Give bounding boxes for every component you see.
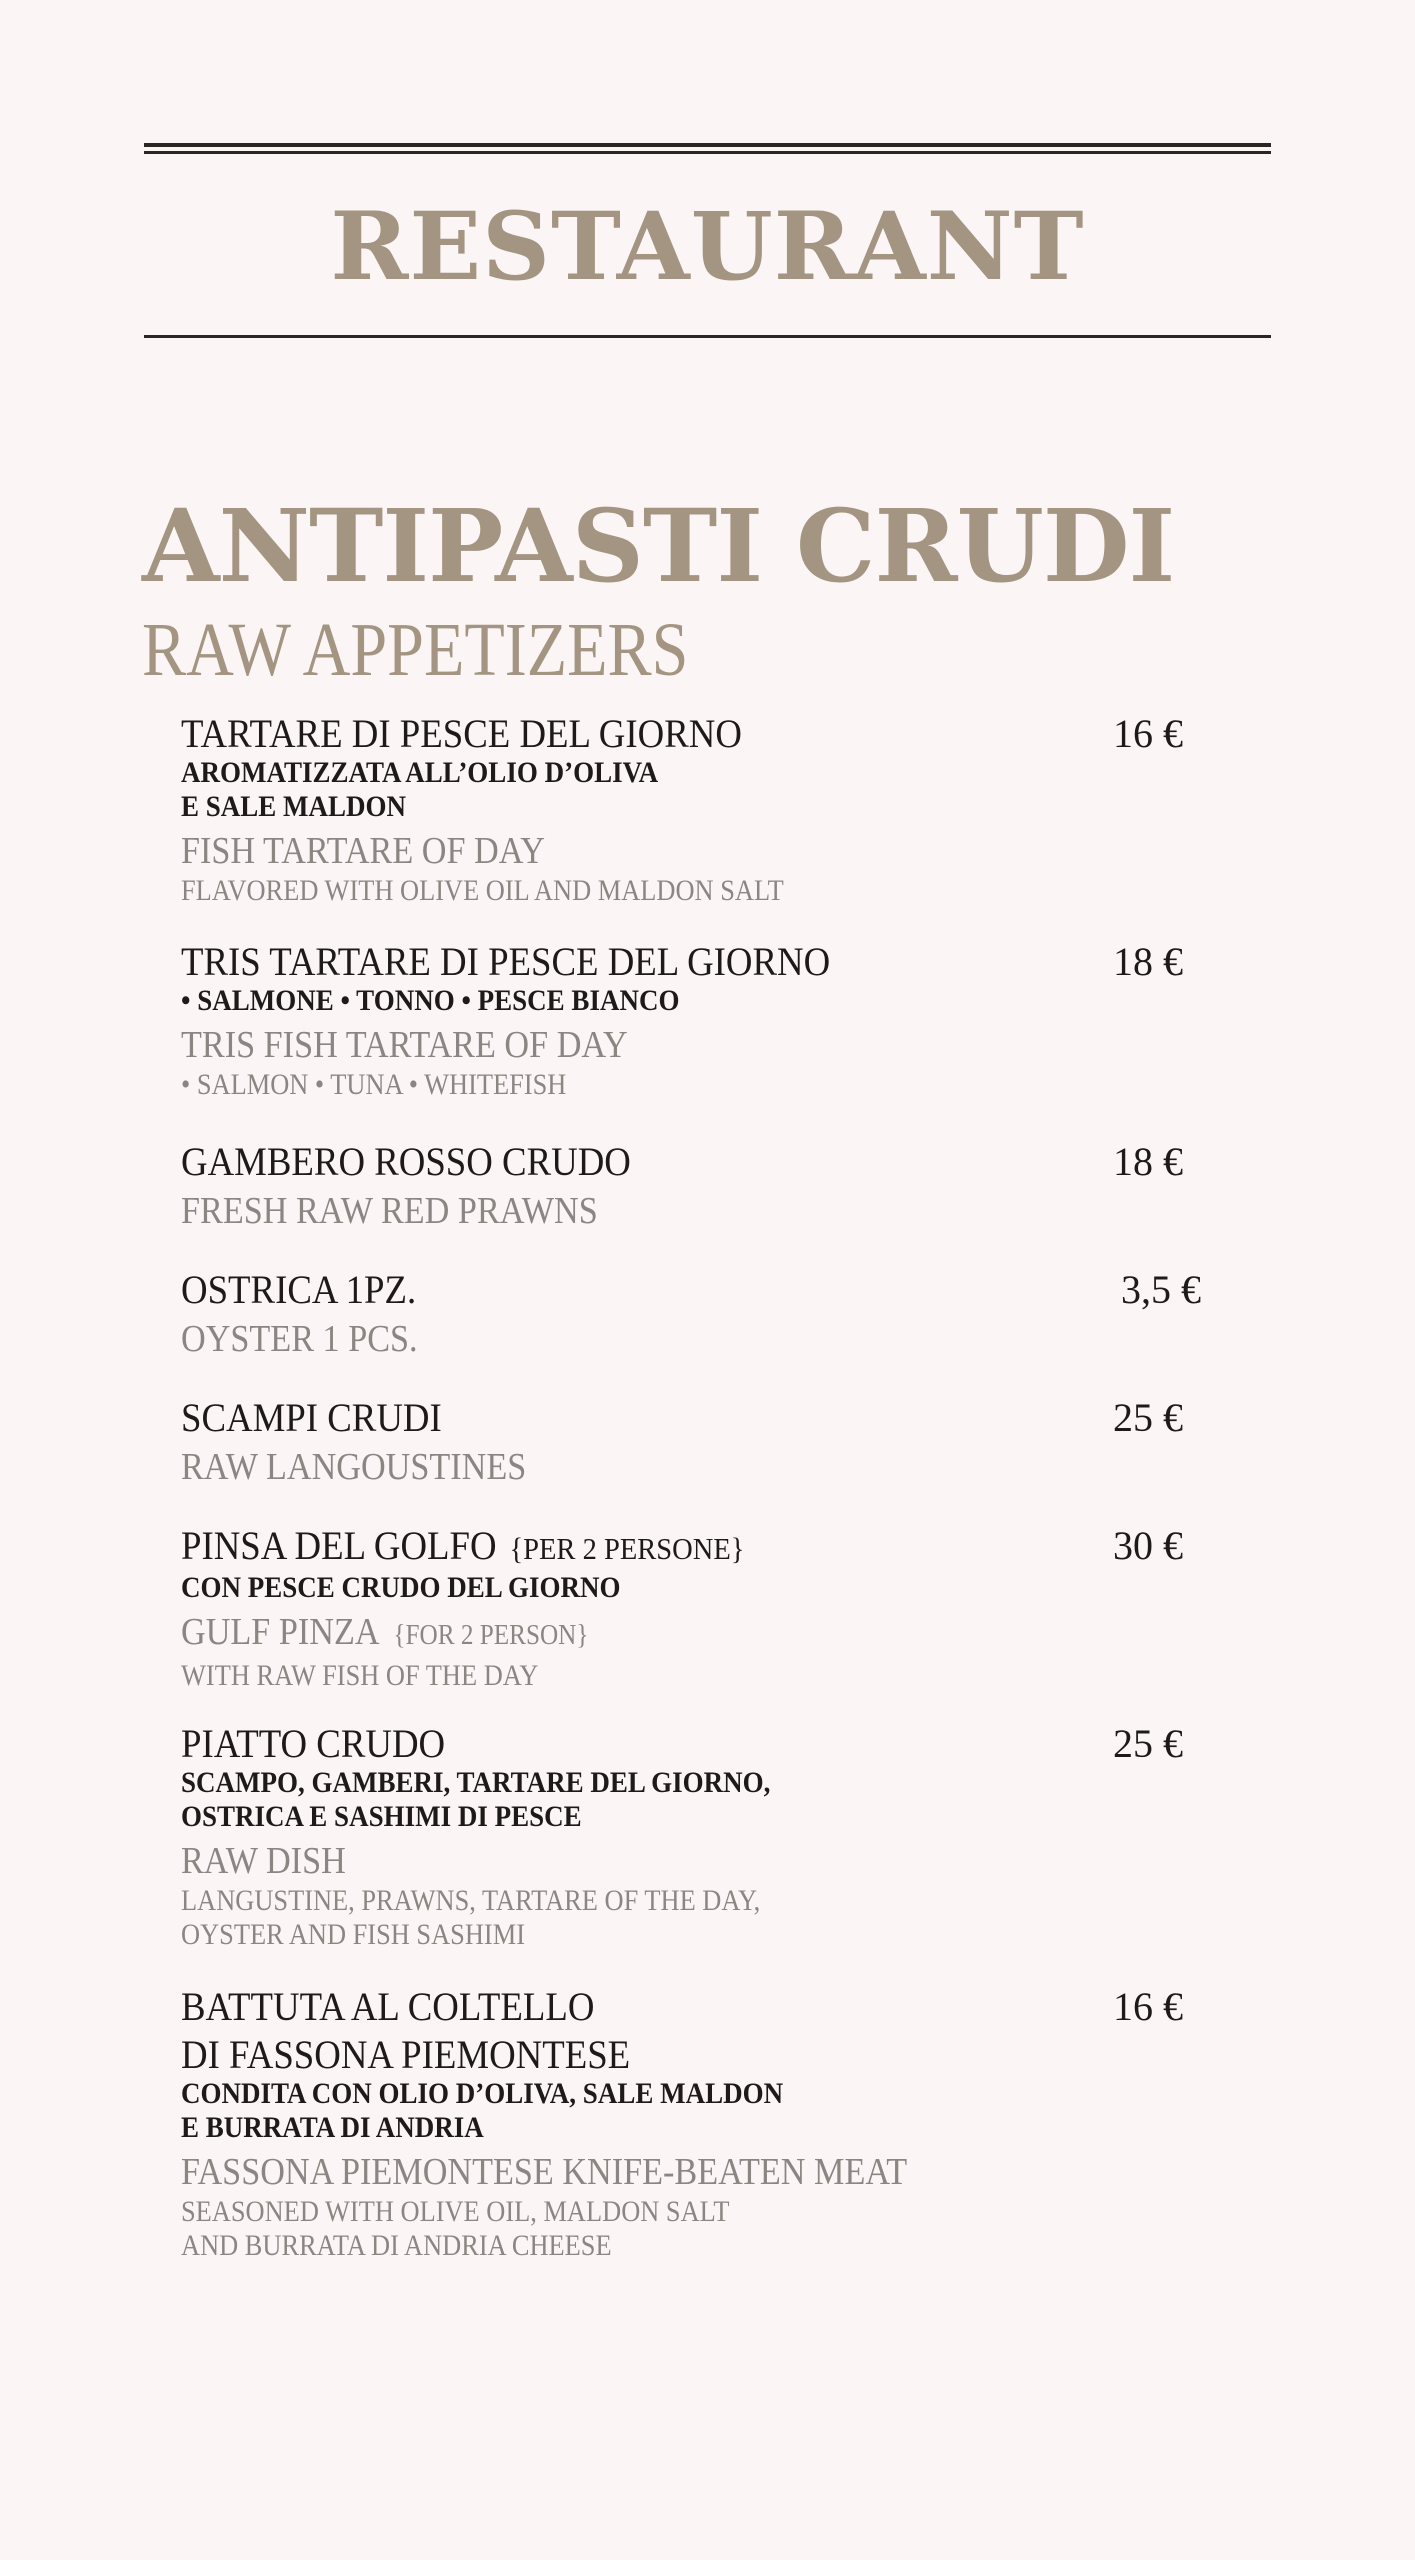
menu-item <box>181 1722 1221 1952</box>
item-serving-note: {PER 2 PERSONE} <box>509 1531 745 1566</box>
item-name: TARTARE DI PESCE DEL GIORNO <box>181 711 742 756</box>
item-description-line: E BURRATA DI ANDRIA <box>181 2111 484 2144</box>
item-price: 25 € <box>1113 1721 1183 1766</box>
item-price: 16 € <box>1113 711 1183 756</box>
item-english-name: OYSTER 1 PCS. <box>181 1318 418 1360</box>
item-description-line: AROMATIZZATA ALL’OLIO D’OLIVA <box>181 756 659 789</box>
item-description-line: OSTRICA E SASHIMI DI PESCE <box>181 1800 582 1833</box>
item-english-name: RAW DISH <box>181 1840 346 1882</box>
item-price: 25 € <box>1113 1395 1183 1440</box>
item-description-line: SCAMPO, GAMBERI, TARTARE DEL GIORNO, <box>181 1766 771 1799</box>
item-english-name: FISH TARTARE OF DAY <box>181 830 545 872</box>
item-price: 3,5 € <box>1121 1267 1201 1312</box>
item-english-serving-note: {FOR 2 PERSON} <box>393 1620 589 1651</box>
top-double-rule-2 <box>144 151 1271 154</box>
section-subtitle: RAW APPETIZERS <box>142 608 689 692</box>
item-price: 30 € <box>1113 1523 1183 1568</box>
item-english-description-line: AND BURRATA DI ANDRIA CHEESE <box>181 2229 612 2262</box>
item-english-description-line: • SALMON • TUNA • WHITEFISH <box>181 1068 567 1101</box>
item-english-description-line: WITH RAW FISH OF THE DAY <box>181 1659 539 1692</box>
item-name-row <box>181 1524 1138 1571</box>
item-english-name: RAW LANGOUSTINES <box>181 1446 527 1488</box>
section-title: ANTIPASTI CRUDI <box>142 487 1175 605</box>
item-english-description-line: SEASONED WITH OLIVE OIL, MALDON SALT <box>181 2195 730 2228</box>
item-name: SCAMPI CRUDI <box>181 1395 442 1440</box>
menu-item <box>181 1985 1221 2263</box>
item-english-description-line: FLAVORED WITH OLIVE OIL AND MALDON SALT <box>181 874 784 907</box>
menu-item <box>181 1268 1221 1362</box>
item-english-description-line: LANGUSTINE, PRAWNS, TARTARE OF THE DAY, <box>181 1884 761 1917</box>
item-name: BATTUTA AL COLTELLO <box>181 1984 595 2029</box>
menu-item <box>181 1396 1221 1490</box>
menu-item <box>181 940 1221 1102</box>
menu-item <box>181 712 1221 908</box>
item-name: PINSA DEL GOLFO <box>181 1523 497 1568</box>
title-bottom-rule <box>144 335 1271 338</box>
item-description-line: E SALE MALDON <box>181 790 407 823</box>
item-english-name: TRIS FISH TARTARE OF DAY <box>181 1024 628 1066</box>
item-english-name: FASSONA PIEMONTESE KNIFE-BEATEN MEAT <box>181 2151 908 2193</box>
restaurant-title: RESTAURANT <box>330 192 1085 302</box>
item-english-description-line: OYSTER AND FISH SASHIMI <box>181 1918 525 1951</box>
item-description-line: • SALMONE • TONNO • PESCE BIANCO <box>181 984 680 1017</box>
item-price: 18 € <box>1113 1139 1183 1184</box>
item-english-name-row <box>181 1609 1117 1659</box>
menu-item <box>181 1140 1221 1234</box>
top-double-rule-1 <box>144 143 1271 147</box>
item-price: 16 € <box>1113 1984 1183 2029</box>
menu-item <box>181 1524 1221 1693</box>
item-name: GAMBERO ROSSO CRUDO <box>181 1139 631 1184</box>
item-english-name: FRESH RAW RED PRAWNS <box>181 1190 598 1232</box>
item-english-name: GULF PINZA <box>181 1611 378 1653</box>
item-name: TRIS TARTARE DI PESCE DEL GIORNO <box>181 939 831 984</box>
item-price: 18 € <box>1113 939 1183 984</box>
item-description-line: CON PESCE CRUDO DEL GIORNO <box>181 1571 621 1604</box>
item-description-line: CONDITA CON OLIO D’OLIVA, SALE MALDON <box>181 2077 784 2110</box>
item-name: PIATTO CRUDO <box>181 1721 446 1766</box>
item-name-line-2: DI FASSONA PIEMONTESE <box>181 2032 631 2077</box>
item-name: OSTRICA 1PZ. <box>181 1267 417 1312</box>
